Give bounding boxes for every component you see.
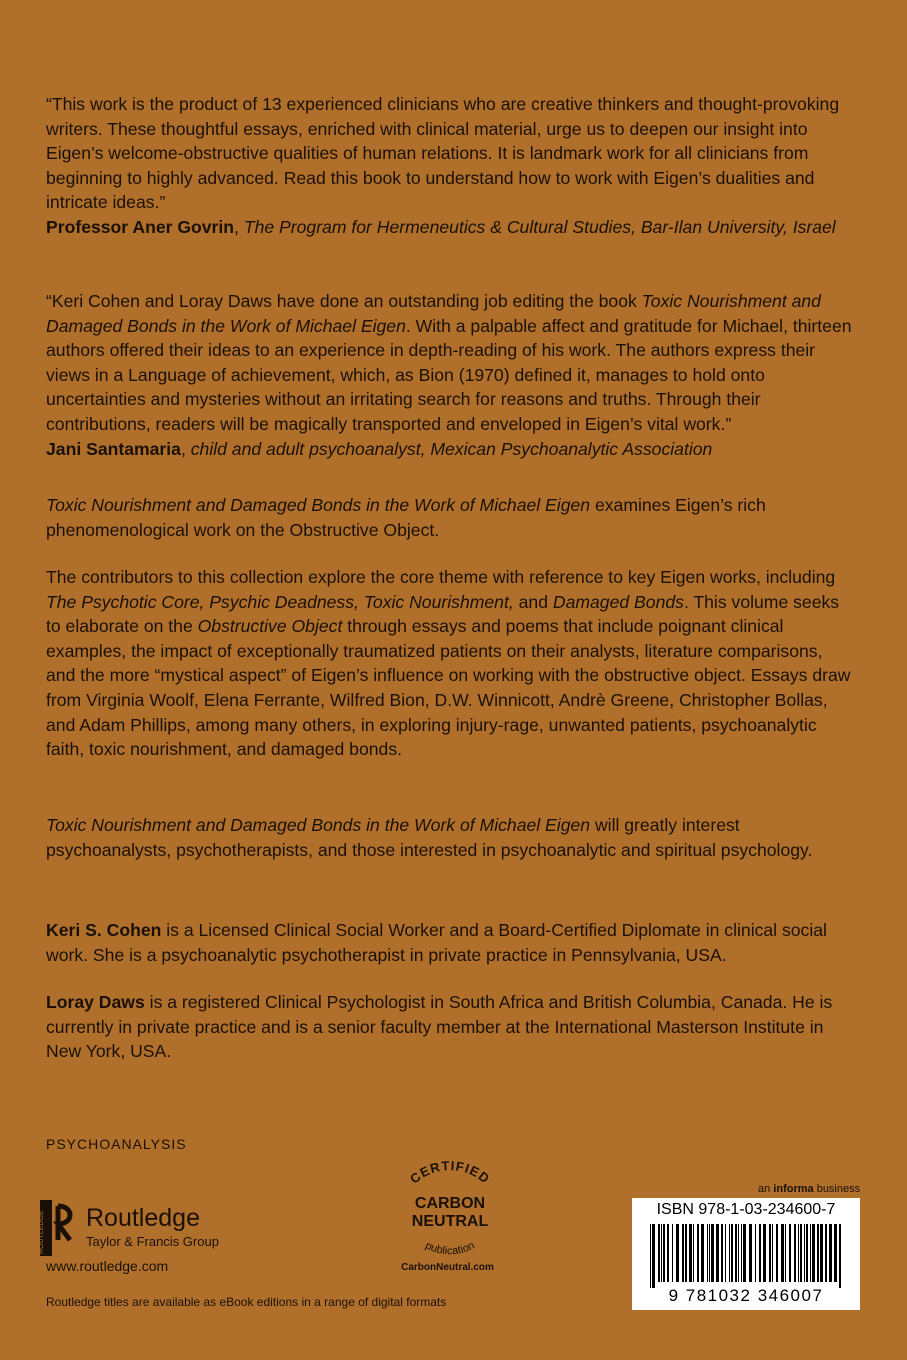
bio-cohen — [46, 918, 856, 967]
isbn-label: ISBN 978-1-03-234600-7 — [656, 1201, 836, 1218]
carbon-publication-text: publication — [423, 1239, 477, 1258]
desc-text-1: The contributors to this collection explore the core theme with reference to key Eigen works, including — [46, 567, 836, 587]
quote-govrin: “This work is the product of 13 experienced clinicians who are creative thinkers and thought-provoking writers. These thoughtful essays, enriched with clinical material, urge us to deepen our insight into Eigen’s welcome-obstructive qualities of human relations. It is landmark work for all clinicians from beginning to highly advanced. Read this book to understand how to work with Eigen’s dualities and intricate ideas.” Professor Aner Govrin, The Program for Hermeneutics & Cultural Studies, Bar-Ilan University, Israel — [46, 94, 840, 237]
barcode-bar — [812, 1224, 815, 1282]
barcode-bar — [763, 1224, 766, 1282]
barcode-bar — [721, 1224, 723, 1282]
ebook-note: Routledge titles are available as eBook editions in a range of digital formats — [46, 1295, 447, 1309]
description-audience-text: will greatly interest psychoanalysts, psychotherapists, and those interested in psychoanalytic and spiritual psychology. — [46, 815, 813, 860]
barcode-bar — [817, 1224, 819, 1282]
informa-suffix: business — [813, 1183, 861, 1195]
barcode-bar — [806, 1224, 808, 1282]
quote-govrin-author: Professor Aner Govrin — [46, 216, 235, 237]
barcode-bar — [658, 1224, 660, 1282]
quote-santamaria-text-a: “Keri Cohen and Loray Daws have done an outstanding job editing the book — [46, 291, 642, 311]
informa-label — [758, 1183, 860, 1195]
desc-works-2: Damaged Bonds — [552, 591, 684, 612]
quote-santamaria-book-title: Toxic Nourishment and Damaged Bonds in the Work of Michael Eigen — [46, 291, 821, 336]
bio-cohen-text: is a Licensed Clinical Social Worker and a Board-Certified Diplomate in clinical social work. She is a psychoanalytic psychotherapist in private practice in Pennsylvania, USA. — [46, 920, 827, 965]
barcode-bar — [650, 1224, 651, 1288]
barcode-bar — [825, 1224, 827, 1282]
barcode-bar — [709, 1224, 710, 1282]
barcode-bar — [759, 1224, 761, 1282]
carbon-certified-text: CERTIFIED — [406, 1158, 494, 1187]
carbon-neutral-url: CarbonNeutral.com — [401, 1262, 494, 1273]
barcode-bar — [685, 1224, 687, 1282]
barcode-bar — [693, 1224, 694, 1282]
barcode-bar — [798, 1224, 799, 1282]
svg-text:publication — [423, 1240, 476, 1258]
barcode-bar — [804, 1224, 805, 1282]
barcode-bar — [652, 1224, 655, 1288]
routledge-mark-icon — [40, 1200, 76, 1256]
subject-category: PSYCHOANALYSIS — [46, 1136, 187, 1152]
description-contributors — [46, 565, 856, 762]
quote-santamaria-author: Jani Santamaria — [46, 438, 181, 459]
barcode-bar — [716, 1224, 719, 1282]
barcode-bar — [701, 1224, 704, 1282]
informa-brand: informa — [773, 1183, 814, 1195]
barcode-bar — [800, 1224, 802, 1282]
barcode-bar — [781, 1224, 784, 1282]
barcode-bar — [731, 1224, 733, 1282]
quote-santamaria: “Keri Cohen and Loray Daws have done an outstanding job editing the book Toxic Nourishment and Damaged Bonds in the Work of Michael Eigen. With a palpable affect and gratitude for Michael, thirteen authors offered their ideas to an experience in depth-reading of his work. The authors express their views in a Language of achievement, which, as Bion (1970) defined it, manages to hold onto uncertainties and mysteries without an irritating search for reasons and truths. Through their contributions, readers will be magically transported and enveloped in Eigen’s vital work.” Jani Santamaria, child and adult psychoanalyst, Mexican Psychoanalytic Association — [46, 291, 852, 459]
desc-works-3: Obstructive Object — [197, 616, 343, 637]
publisher-website[interactable]: www.routledge.com — [46, 1258, 169, 1274]
barcode-bar — [810, 1224, 811, 1282]
barcode-bar — [769, 1224, 771, 1282]
barcode-bar — [785, 1224, 786, 1282]
description-intro-title: Toxic Nourishment and Damaged Bonds in the Work of Michael Eigen — [46, 495, 591, 515]
barcode-bar — [772, 1224, 773, 1282]
bio-daws — [46, 990, 856, 1064]
barcode-bar — [829, 1224, 832, 1282]
bio-daws-text: is a registered Clinical Psychologist in South Africa and British Columbia, Canada. He is currently in private practice and is a senior faculty member at the International Masterson Institute in New York, USA. — [46, 992, 833, 1062]
barcode-bar — [711, 1224, 714, 1282]
quote-govrin-affiliation: The Program for Hermeneutics & Cultural Studies, Bar-Ilan University, Israel — [243, 216, 836, 237]
barcode-bar — [776, 1224, 778, 1282]
barcode-bar — [672, 1224, 673, 1282]
description-intro — [46, 493, 856, 542]
publisher-name: Routledge — [86, 1204, 200, 1232]
barcode-bar — [682, 1224, 684, 1282]
barcode-icon — [640, 1222, 852, 1288]
desc-text-4: through essays and poems that include poignant clinical examples, the impact of exceptionally traumatized patients on their analysts, literature comparisons, and the more “mystical aspect” of Eigen’s influence on working with the obstructive object. Essays draw from Virginia Woolf, Elena Ferrante, Wilfred Bion, D.W. Winnicott, Andrè Greene, Christopher Bollas, and Adam Phillips, among many others, in exploring injury-rage, unwanted patients, psychoanalytic faith, toxic nourishment, and damaged bonds. — [46, 616, 851, 760]
carbon-neutral-text: NEUTRAL — [411, 1213, 489, 1230]
barcode-bar — [729, 1224, 730, 1282]
barcode-bar — [820, 1224, 823, 1282]
svg-text:CERTIFIED — [407, 1158, 493, 1187]
quote-govrin-text: “This work is the product of 13 experienced clinicians who are creative thinkers and thought-provoking writers. These thoughtful essays, enriched with clinical material, urge us to deepen our insight into Eigen’s welcome-obstructive qualities of human relations. It is landmark work for all clinicians from beginning to highly advanced. Read this book to understand how to work with Eigen’s dualities and intricate ideas.” — [46, 94, 840, 213]
barcode-bar — [743, 1224, 746, 1282]
barcode-bar — [839, 1224, 841, 1288]
barcode-bar — [663, 1224, 665, 1282]
barcode-bar — [689, 1224, 692, 1282]
barcode-bar — [676, 1224, 679, 1282]
carbon-neutral-icon — [385, 1148, 515, 1278]
carbon-carbon-text: CARBON — [414, 1195, 486, 1212]
publisher-group: Taylor & Francis Group — [86, 1234, 219, 1249]
description-audience-title: Toxic Nourishment and Damaged Bonds in the Work of Michael Eigen — [46, 815, 591, 835]
barcode-bar — [661, 1224, 662, 1282]
barcode-bar — [735, 1224, 737, 1282]
barcode-bar — [697, 1224, 699, 1282]
barcode-bar — [707, 1224, 708, 1282]
desc-text-3: . This volume seeks to elaborate on the — [46, 591, 840, 637]
description-intro-text: examines Eigen’s rich phenomenological work on the Obstructive Object. — [46, 495, 766, 540]
barcode-bar — [749, 1224, 752, 1282]
quote-santamaria-affiliation: child and adult psychoanalyst, Mexican Psychoanalytic Association — [190, 438, 713, 459]
barcode-bar — [667, 1224, 669, 1282]
routledge-mark-text: ROUTLEDGE — [38, 1210, 45, 1254]
barcode-bar — [738, 1224, 739, 1282]
barcode-bar — [755, 1224, 756, 1282]
description-audience — [46, 813, 856, 862]
desc-works-1: The Psychotic Core, Psychic Deadness, Toxic Nourishment, — [46, 591, 514, 612]
barcode-bar — [725, 1224, 726, 1282]
desc-text-2: and — [513, 591, 553, 612]
routledge-logo — [40, 1198, 240, 1258]
barcode-bar — [741, 1224, 742, 1282]
informa-prefix: an — [758, 1183, 774, 1195]
bio-cohen-name: Keri S. Cohen — [46, 920, 162, 940]
quote-santamaria-text-b: . With a palpable affect and gratitude for Michael, thirteen authors offered their ideas to an experience in depth-reading of his work. The authors express their views in a Language of achievement, which, as Bion (1970) defined it, manages to hold onto uncertainties and mysteries without an irritating search for reasons and truths. Through their contributions, readers will be magically transported and enveloped in Eigen’s vital work.” — [46, 315, 852, 434]
barcode-bar — [789, 1224, 791, 1282]
barcode-bar — [794, 1224, 796, 1282]
barcode-bar — [834, 1224, 837, 1282]
bio-daws-name: Loray Daws — [46, 992, 145, 1012]
barcode-digits: 9 781032 346007 — [668, 1286, 824, 1305]
